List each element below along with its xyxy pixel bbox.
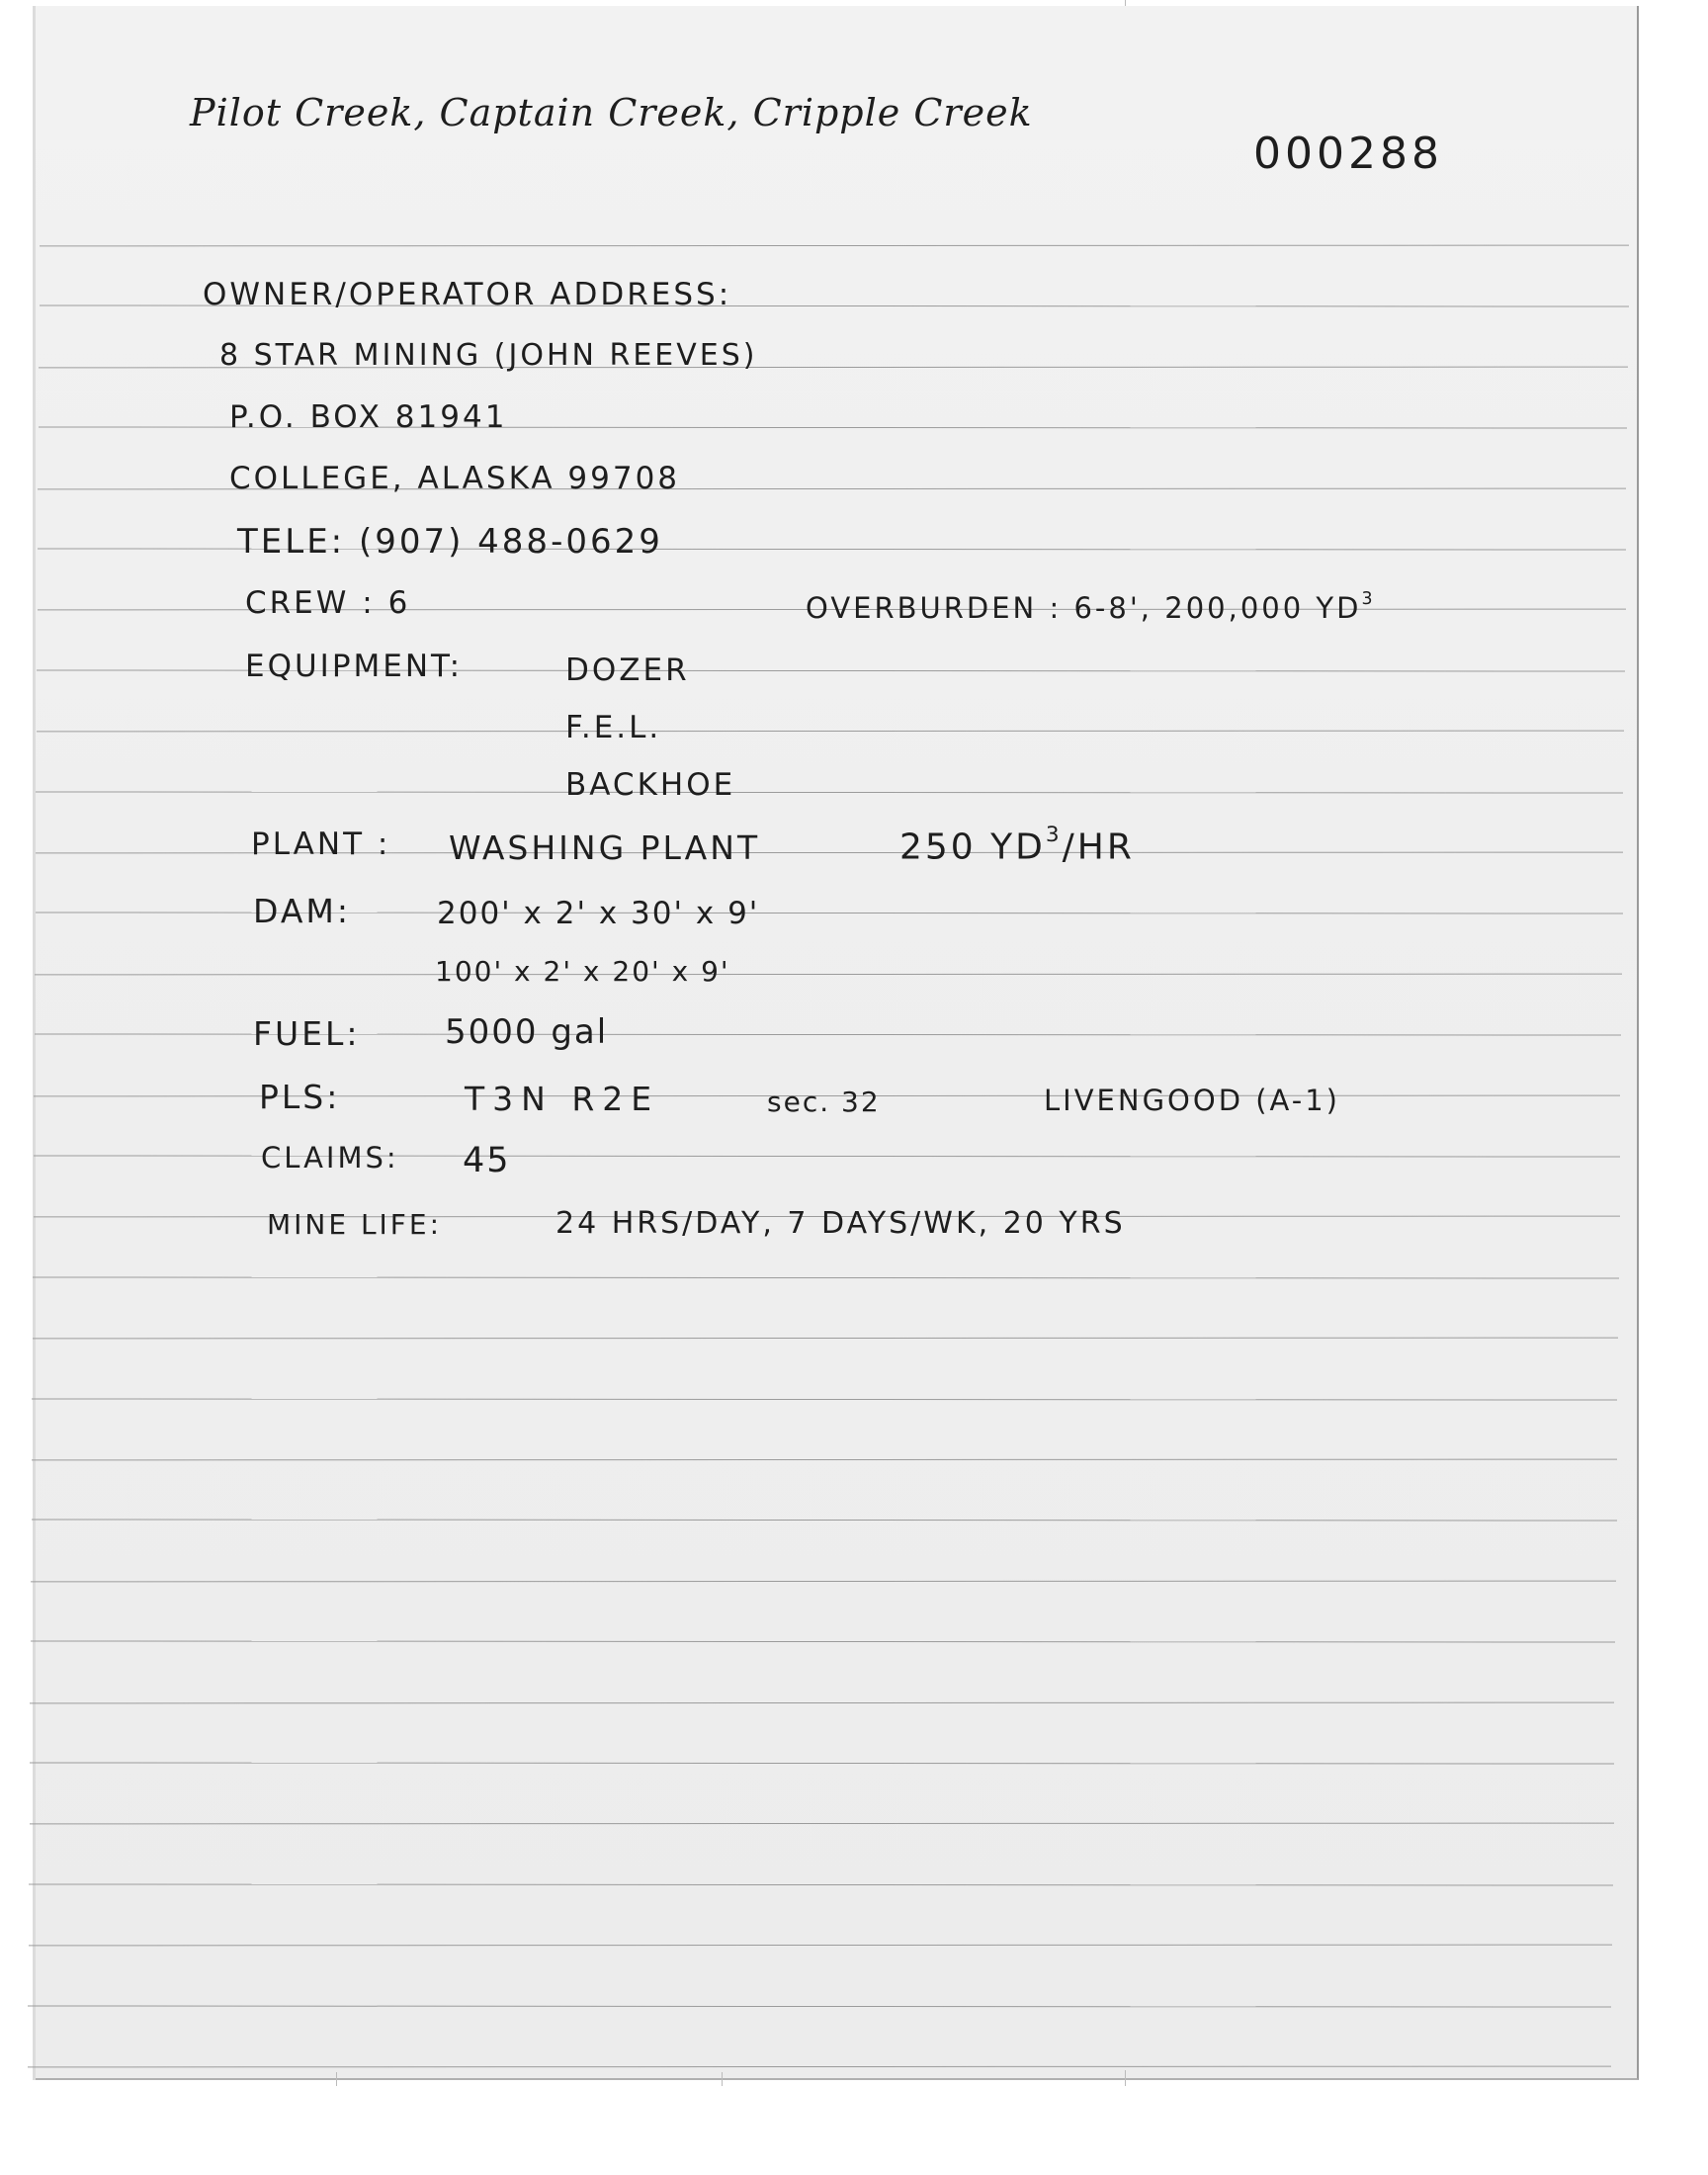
ruled-line bbox=[29, 1945, 1612, 1947]
ruled-line bbox=[28, 2066, 1611, 2068]
claims-value: 45 bbox=[463, 1141, 511, 1180]
equipment-item: DOZER bbox=[565, 652, 690, 688]
page-edge-mark bbox=[1125, 2070, 1126, 2086]
plant-label: PLANT : bbox=[251, 826, 391, 862]
page-edge-mark bbox=[722, 2072, 723, 2086]
fuel-label: FUEL: bbox=[253, 1014, 361, 1053]
ruled-line bbox=[29, 1883, 1613, 1885]
ruled-line bbox=[30, 1762, 1614, 1764]
plant-value: WASHING PLANT bbox=[449, 828, 761, 867]
overburden-unit-sup: 3 bbox=[1361, 589, 1376, 609]
overburden-label: OVERBURDEN : bbox=[806, 591, 1063, 625]
ruled-line bbox=[30, 1701, 1614, 1703]
plant-rate-value: 250 YD bbox=[899, 826, 1046, 868]
ruled-line bbox=[33, 1338, 1618, 1340]
claims-label: CLAIMS: bbox=[261, 1141, 399, 1174]
dam-line: 100' x 2' x 20' x 9' bbox=[435, 955, 730, 988]
pls-quad: LIVENGOOD (A-1) bbox=[1044, 1084, 1340, 1117]
ruled-line bbox=[32, 1520, 1617, 1522]
pls-township: T3N R2E bbox=[465, 1080, 660, 1118]
ruled-line bbox=[35, 973, 1622, 975]
ruled-line bbox=[36, 791, 1623, 793]
plant-rate-sup: 3 bbox=[1045, 823, 1063, 847]
plant-rate bbox=[899, 823, 1135, 868]
pls-label: PLS: bbox=[259, 1078, 341, 1116]
overburden-value: 6-8', 200,000 YD bbox=[1073, 591, 1362, 625]
ruled-line bbox=[28, 2005, 1611, 2007]
plant-rate-suffix: /HR bbox=[1062, 826, 1135, 868]
mine-life-value: 24 HRS/DAY, 7 DAYS/WK, 20 YRS bbox=[555, 1206, 1126, 1241]
page-edge-mark bbox=[1125, 0, 1126, 6]
equipment-item: F.E.L. bbox=[565, 710, 662, 745]
ruled-line bbox=[37, 731, 1624, 733]
page-edge-mark bbox=[336, 2072, 337, 2086]
page-number: 000288 bbox=[1253, 129, 1443, 179]
owner-tele: TELE: (907) 488-0629 bbox=[237, 522, 663, 562]
ruled-line bbox=[33, 1276, 1619, 1278]
owner-po-box: P.O. BOX 81941 bbox=[229, 399, 508, 435]
dam-label: DAM: bbox=[253, 892, 351, 930]
owner-name: 8 STAR MINING (JOHN REEVES) bbox=[219, 338, 758, 373]
equipment-label: EQUIPMENT: bbox=[245, 649, 464, 684]
dam-line: 200' x 2' x 30' x 9' bbox=[437, 896, 760, 931]
ruled-line bbox=[30, 1823, 1614, 1825]
ruled-line bbox=[32, 1398, 1617, 1400]
ruled-line bbox=[31, 1641, 1615, 1643]
page-title: Pilot Creek, Captain Creek, Cripple Creek bbox=[190, 91, 1033, 134]
ruled-line bbox=[31, 1580, 1616, 1582]
pls-section: sec. 32 bbox=[767, 1086, 881, 1118]
owner-city: COLLEGE, ALASKA 99708 bbox=[229, 461, 681, 496]
equipment-item: BACKHOE bbox=[565, 767, 736, 803]
owner-heading: OWNER/OPERATOR ADDRESS: bbox=[203, 277, 732, 312]
fuel-value: 5000 gal bbox=[445, 1012, 609, 1052]
crew: CREW : 6 bbox=[245, 585, 411, 621]
ruled-line bbox=[40, 245, 1629, 247]
ruled-line bbox=[32, 1459, 1617, 1461]
overburden bbox=[806, 589, 1376, 625]
mine-life-label: MINE LIFE: bbox=[267, 1208, 443, 1241]
